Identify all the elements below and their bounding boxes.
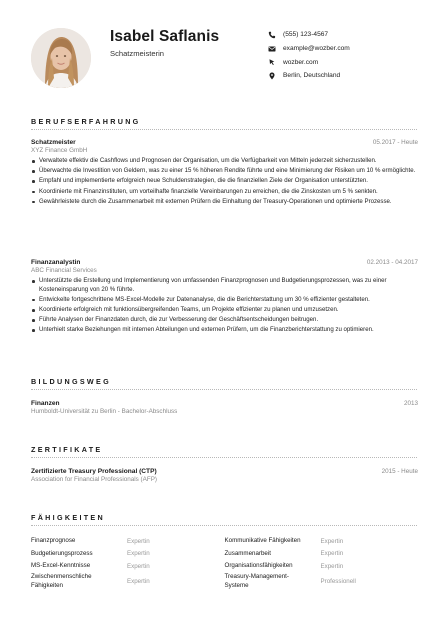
- section-divider: [31, 129, 417, 130]
- section-divider: [31, 525, 417, 526]
- school-name: Humboldt-Universität zu Berlin - Bachelor-Abschluss: [31, 408, 178, 415]
- skill-name: Finanzprognose: [31, 537, 76, 545]
- skill-name: MS-Excel-Kenntnisse: [31, 562, 91, 570]
- skill-row: [31, 560, 418, 573]
- skills-grid: [31, 535, 418, 591]
- skill-level: Expertin: [320, 562, 344, 570]
- section-title-certificates: ZERTIFIKATE: [31, 445, 103, 454]
- avatar: [31, 28, 91, 88]
- skill-level: Expertin: [127, 550, 150, 558]
- contact-phone: [268, 28, 350, 42]
- email-text[interactable]: example@wozber.com: [283, 45, 350, 53]
- job-entry-1: [31, 139, 418, 208]
- job-company: XYZ Finance GmbH: [31, 147, 88, 154]
- skill-name: Kommunikative Fähigkeiten: [224, 537, 301, 545]
- certificate-issuer: Association for Financial Professionals (AFP): [31, 476, 157, 483]
- skill-level: Professionell: [320, 578, 356, 585]
- certificate-dates: 2015 - Heute: [381, 468, 418, 475]
- list-item: Koordinierte erfolgreich mit funktionsübergreifenden Teams, um Projekte effizienter zu planen und umzusetzen.: [31, 306, 418, 315]
- certificate-entry: [31, 468, 418, 483]
- link-icon: [268, 58, 276, 66]
- job-dates: 05.2017 - Heute: [372, 139, 418, 146]
- section-title-experience: BERUFSERFAHRUNG: [31, 117, 141, 126]
- education-year: 2013: [403, 400, 418, 407]
- job-company: ABC Financial Services: [31, 267, 97, 274]
- email-icon: [268, 45, 276, 53]
- job-bullets: [31, 277, 418, 335]
- section-divider: [31, 457, 417, 458]
- job-title: Schatzmeister: [31, 139, 76, 146]
- job-bullets: [31, 157, 418, 206]
- list-item: Empfahl und implementierte erfolgreich neue Schuldenstrategien, die die finanziellen Ziele der Organisation unterstützten.: [31, 177, 418, 186]
- contact-email: [268, 42, 350, 56]
- skill-level: Expertin: [320, 537, 344, 545]
- skill-name: Budgetierungsprozess: [31, 549, 93, 557]
- skill-row: [31, 573, 418, 591]
- skill-level: Expertin: [320, 550, 344, 558]
- skill-name: Zusammenarbeit: [224, 549, 271, 557]
- woman-portrait-icon: [31, 28, 91, 88]
- education-entry: [31, 400, 418, 415]
- job-entry-2: [31, 259, 418, 337]
- skill-row: [31, 535, 418, 548]
- certificate-name: Zertifizierte Treasury Professional (CTP): [31, 468, 157, 475]
- skill-name: Organisationsfähigkeiten: [224, 562, 293, 570]
- section-title-education: BILDUNGSWEG: [31, 377, 112, 386]
- section-divider: [31, 389, 417, 390]
- job-dates: 02.2013 - 04.2017: [366, 259, 418, 266]
- list-item: Unterstützte die Erstellung und Implementierung von umfassenden Finanzprognosen und Budgetierungsprozessen, was zu einer Kosteneinsparung von 20 % führte.: [31, 277, 418, 294]
- skill-row: [31, 548, 418, 561]
- contact-block: [268, 28, 350, 83]
- list-item: Unterhielt starke Beziehungen mit internen Abteilungen und externen Prüfern, um die Finanzberichterstattung zu optimieren.: [31, 326, 418, 335]
- list-item: Gewährleistete durch die Zusammenarbeit mit externen Prüfern die Einhaltung der Treasury-Operationen und optimierte Prozesse.: [31, 198, 418, 207]
- list-item: Führte Analysen der Finanzdaten durch, die zur Verbesserung der Geschäftsentscheidungen beitrugen.: [31, 316, 418, 325]
- skill-level: Expertin: [127, 578, 150, 585]
- job-title: Finanzanalystin: [31, 259, 81, 266]
- contact-website: [268, 55, 350, 69]
- contact-location: [268, 69, 350, 83]
- list-item: Koordinierte mit Finanzinstituten, um vorteilhafte finanzielle Vereinbarungen zu erreichen, die die Zinskosten um 5 % senkten.: [31, 188, 418, 197]
- degree-title: Finanzen: [31, 400, 60, 407]
- skill-name: Zwischenmenschliche Fähigkeiten: [31, 573, 92, 589]
- skill-level: Expertin: [127, 562, 150, 570]
- website-text[interactable]: wozber.com: [283, 58, 319, 66]
- phone-text: (555) 123-4567: [283, 31, 329, 39]
- skill-name: Treasury-Management-Systeme: [224, 573, 289, 589]
- list-item: Verwaltete effektiv die Cashflows und Prognosen der Organisation, um die Verfügbarkeit von Mitteln jederzeit sicherzustellen.: [31, 157, 418, 166]
- list-item: Überwachte die Investition von Geldern, was zu einer 15 % höheren Rendite führte und eine Minimierung der Risiken um 10 % ermöglichte.: [31, 167, 418, 176]
- section-title-skills: FÄHIGKEITEN: [31, 513, 106, 522]
- location-pin-icon: [268, 72, 276, 80]
- skill-level: Expertin: [127, 537, 150, 545]
- candidate-role: Schatzmeisterin: [110, 49, 165, 58]
- list-item: Entwickelte fortgeschrittene MS-Excel-Modelle zur Datenanalyse, die die Berichterstattung um 30 % effizienter gestalteten.: [31, 296, 418, 305]
- candidate-name: Isabel Saflanis: [110, 28, 220, 45]
- location-text: Berlin, Deutschland: [283, 72, 341, 80]
- phone-icon: [268, 31, 276, 39]
